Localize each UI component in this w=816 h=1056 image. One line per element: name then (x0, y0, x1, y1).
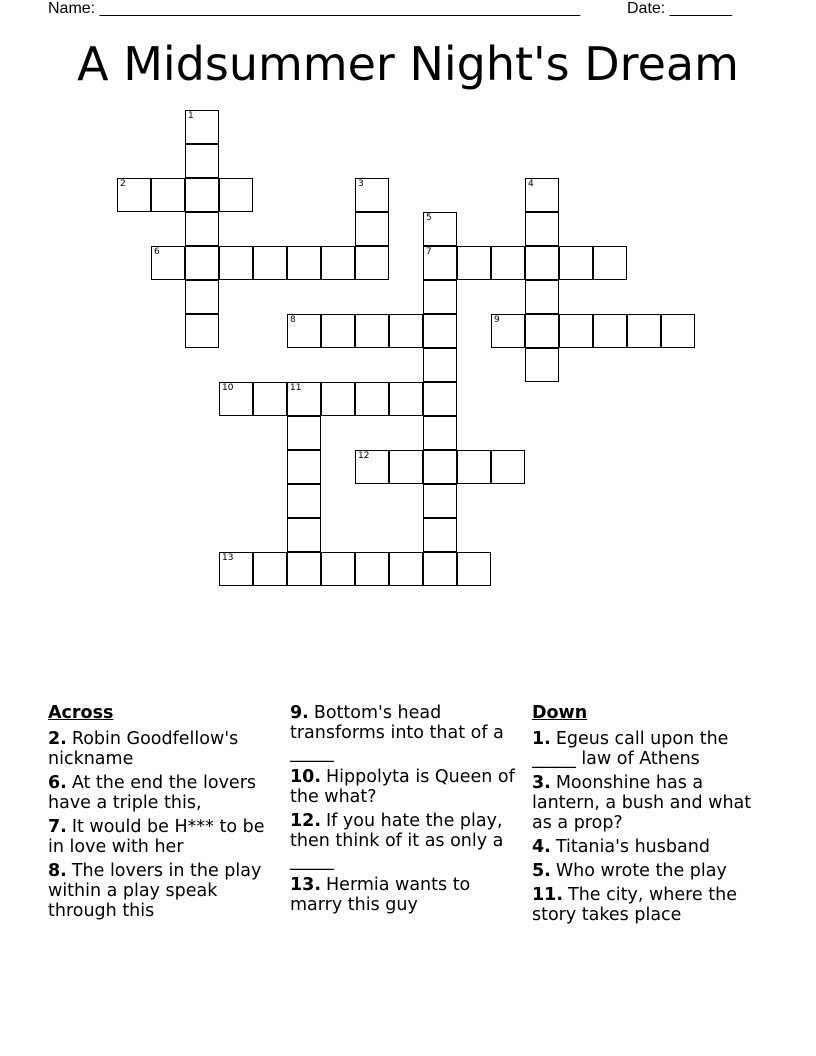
clue-number: 12. (290, 811, 322, 831)
grid-cell[interactable] (117, 178, 151, 212)
clue-text: Moonshine has a lantern, a bush and what as a prop? (532, 773, 752, 833)
clue-text: Hippolyta is Queen of the what? (290, 767, 515, 807)
cell-number: 13 (222, 553, 234, 563)
grid-cell[interactable] (219, 178, 253, 212)
grid-cell[interactable] (219, 382, 253, 416)
clue-number: 7. (48, 817, 67, 837)
cell-number: 4 (528, 179, 534, 189)
grid-cell[interactable] (321, 552, 355, 586)
grid-cell[interactable] (185, 144, 219, 178)
grid-cell[interactable] (219, 246, 253, 280)
grid-cell[interactable] (491, 314, 525, 348)
grid-cell[interactable] (423, 552, 457, 586)
grid-cell[interactable] (491, 450, 525, 484)
grid-cell[interactable] (457, 450, 491, 484)
grid-cell[interactable] (457, 246, 491, 280)
across-clue-list (48, 729, 284, 921)
grid-cell[interactable] (389, 552, 423, 586)
grid-cell[interactable] (525, 280, 559, 314)
clue-number: 10. (290, 767, 322, 787)
down-clue-list (532, 729, 768, 925)
grid-cell[interactable] (219, 552, 253, 586)
clue-item (290, 703, 526, 763)
grid-cell[interactable] (185, 110, 219, 144)
grid-cell[interactable] (559, 246, 593, 280)
clue-text: If you hate the play, then think of it as only a _____ (290, 811, 504, 871)
clue-text: Titania's husband (555, 837, 710, 857)
grid-cell[interactable] (525, 178, 559, 212)
grid-cell[interactable] (423, 382, 457, 416)
date-field-label: Date: _______ (627, 0, 732, 17)
grid-cell[interactable] (253, 382, 287, 416)
clues-across-continued-column (290, 703, 526, 919)
grid-cell[interactable] (593, 314, 627, 348)
grid-cell[interactable] (355, 246, 389, 280)
clue-number: 13. (290, 875, 322, 895)
grid-cell[interactable] (287, 382, 321, 416)
grid-cell[interactable] (389, 314, 423, 348)
grid-cell[interactable] (287, 416, 321, 450)
grid-cell[interactable] (661, 314, 695, 348)
grid-cell[interactable] (525, 212, 559, 246)
clue-item (48, 817, 284, 857)
grid-cell[interactable] (491, 246, 525, 280)
grid-cell[interactable] (321, 246, 355, 280)
grid-cell[interactable] (423, 212, 457, 246)
down-heading: Down (532, 703, 588, 723)
grid-cell[interactable] (355, 212, 389, 246)
name-field-label: Name: ______________________________________________________ (48, 0, 581, 17)
grid-cell[interactable] (355, 382, 389, 416)
clue-text: The city, where the story takes place (532, 885, 737, 925)
grid-cell[interactable] (525, 348, 559, 382)
grid-cell[interactable] (559, 314, 593, 348)
cell-number: 2 (120, 179, 126, 189)
clue-text: Bottom's head transforms into that of a _____ (290, 703, 504, 763)
across-clue-list-continued (290, 703, 526, 915)
grid-cell[interactable] (185, 314, 219, 348)
grid-cell[interactable] (287, 314, 321, 348)
grid-cell[interactable] (287, 518, 321, 552)
clue-item (48, 729, 284, 769)
grid-cell[interactable] (627, 314, 661, 348)
clue-item (532, 861, 768, 881)
grid-cell[interactable] (185, 178, 219, 212)
cell-number: 9 (494, 315, 500, 325)
clue-number: 2. (48, 729, 67, 749)
grid-cell[interactable] (185, 246, 219, 280)
clue-number: 5. (532, 861, 551, 881)
grid-cell[interactable] (525, 246, 559, 280)
clue-item (532, 837, 768, 857)
clue-number: 8. (48, 861, 67, 881)
clue-item (532, 773, 768, 833)
clue-number: 1. (532, 729, 551, 749)
clue-text: Robin Goodfellow's nickname (48, 729, 239, 769)
clue-item (48, 861, 284, 921)
cell-number: 7 (426, 247, 432, 257)
grid-cell[interactable] (321, 314, 355, 348)
grid-cell[interactable] (423, 348, 457, 382)
clues-down-column (532, 703, 768, 929)
grid-cell[interactable] (253, 246, 287, 280)
grid-cell[interactable] (423, 484, 457, 518)
clue-number: 9. (290, 703, 309, 723)
grid-cell[interactable] (287, 552, 321, 586)
cell-number: 10 (222, 383, 234, 393)
clue-text: Hermia wants to marry this guy (290, 875, 471, 915)
clue-text: Egeus call upon the _____ law of Athens (532, 729, 729, 769)
clue-item (290, 811, 526, 871)
grid-cell[interactable] (355, 314, 389, 348)
clue-item (532, 729, 768, 769)
grid-cell[interactable] (423, 280, 457, 314)
grid-cell[interactable] (457, 552, 491, 586)
grid-cell[interactable] (185, 212, 219, 246)
clue-item (48, 773, 284, 813)
grid-cell[interactable] (423, 450, 457, 484)
clue-text: The lovers in the play within a play speak through this (48, 861, 262, 921)
clue-item (290, 767, 526, 807)
grid-cell[interactable] (389, 450, 423, 484)
grid-cell[interactable] (423, 518, 457, 552)
grid-cell[interactable] (525, 314, 559, 348)
clue-item (532, 885, 768, 925)
across-heading: Across (48, 703, 114, 723)
cell-number: 1 (188, 111, 194, 121)
grid-cell[interactable] (287, 246, 321, 280)
grid-cell[interactable] (423, 416, 457, 450)
grid-cell[interactable] (593, 246, 627, 280)
puzzle-title: A Midsummer Night's Dream (77, 37, 739, 91)
clue-number: 6. (48, 773, 67, 793)
grid-cell[interactable] (423, 246, 457, 280)
grid-cell[interactable] (355, 450, 389, 484)
grid-cell[interactable] (287, 484, 321, 518)
cell-number: 12 (358, 451, 370, 461)
grid-cell[interactable] (389, 382, 423, 416)
grid-cell[interactable] (151, 178, 185, 212)
grid-cell[interactable] (423, 314, 457, 348)
grid-cell[interactable] (355, 178, 389, 212)
grid-cell[interactable] (355, 552, 389, 586)
clue-text: It would be H*** to be in love with her (48, 817, 265, 857)
cell-number: 8 (290, 315, 296, 325)
cell-number: 6 (154, 247, 160, 257)
grid-cell[interactable] (253, 552, 287, 586)
grid-cell[interactable] (321, 382, 355, 416)
clue-item (290, 875, 526, 915)
clue-number: 11. (532, 885, 564, 905)
clue-text: At the end the lovers have a triple this, (48, 773, 257, 813)
clue-text: Who wrote the play (555, 861, 727, 881)
cell-number: 11 (290, 383, 302, 393)
grid-cell[interactable] (287, 450, 321, 484)
clue-number: 4. (532, 837, 551, 857)
clues-across-column (48, 703, 284, 925)
clue-number: 3. (532, 773, 551, 793)
cell-number: 5 (426, 213, 432, 223)
grid-cell[interactable] (151, 246, 185, 280)
grid-cell[interactable] (185, 280, 219, 314)
cell-number: 3 (358, 179, 364, 189)
